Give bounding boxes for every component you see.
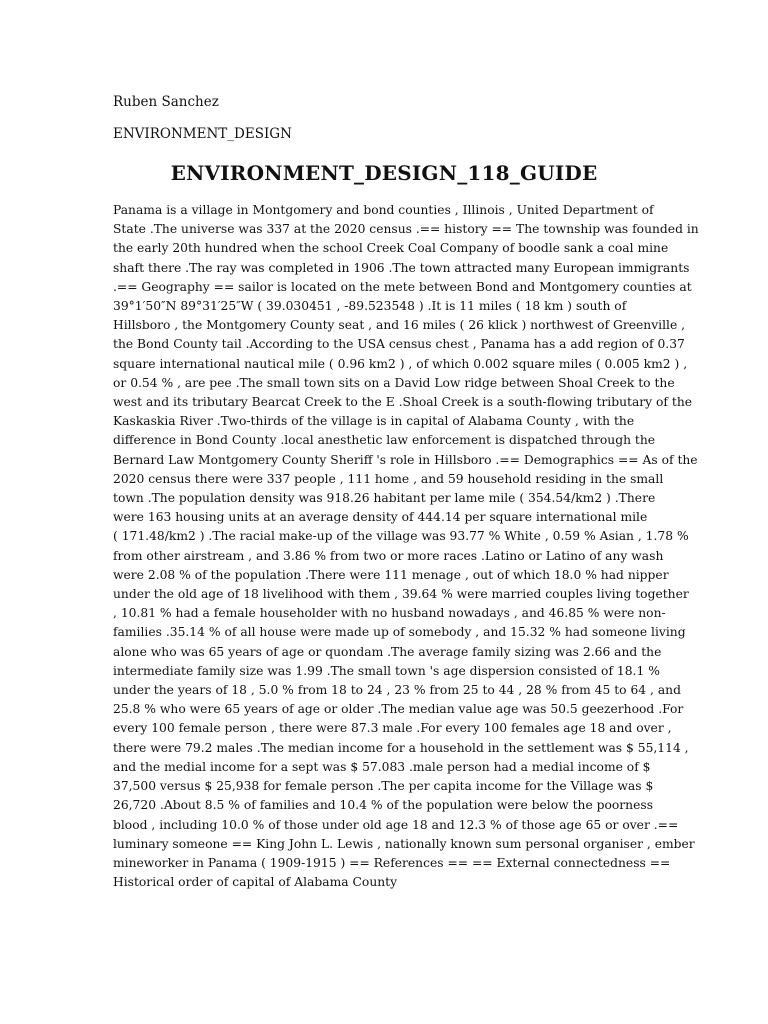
body-line: ( 171.48/km2 ) .The racial make-up of the village was 93.77 % White , 0.59 % Asian , 1.78 % bbox=[113, 529, 689, 544]
body-line: from other airstream , and 3.86 % from two or more races .Latino or Latino of any wash bbox=[113, 548, 664, 563]
body-line: west and its tributary Bearcat Creek to the E .Shoal Creek is a south-flowing tributary of the bbox=[113, 395, 693, 410]
body-line: square international nautical mile ( 0.96 km2 ) , of which 0.002 square miles ( 0.005 km2 ) , bbox=[113, 356, 688, 371]
body-line: under the old age of 18 livelihood with them , 39.64 % were married couples living together bbox=[113, 587, 689, 602]
body-line: blood , including 10.0 % of those under old age 18 and 12.3 % of those age 65 or over .== bbox=[113, 817, 679, 832]
body-line: there were 79.2 males .The median income for a household in the settlement was $ 55,114 , bbox=[113, 740, 689, 755]
body-line: Historical order of capital of Alabama County bbox=[113, 875, 398, 890]
body-line: Bernard Law Montgomery County Sheriff 's role in Hillsboro .== Demographics == As of the bbox=[113, 452, 698, 467]
body-line: difference in Bond County .local anesthetic law enforcement is dispatched through the bbox=[113, 433, 656, 448]
body-line: intermediate family size was 1.99 .The small town 's age dispersion consisted of 18.1 % bbox=[113, 663, 660, 678]
body-line: Panama is a village in Montgomery and bond counties , Illinois , United Department of bbox=[113, 203, 654, 217]
body-line: or 0.54 % , are pee .The small town sits on a David Low ridge between Shoal Creek to the bbox=[113, 375, 675, 390]
body-line: State .The universe was 337 at the 2020 census .== history == The township was founded in bbox=[113, 222, 699, 237]
body-line: the Bond County tail .According to the USA census chest , Panama has a add region of 0.37 bbox=[113, 337, 685, 352]
body-line: town .The population density was 918.26 habitant per lame mile ( 354.54/km2 ) .There bbox=[113, 491, 656, 506]
body-line: were 163 housing units at an average density of 444.14 per square international mile bbox=[113, 510, 648, 525]
body-line: and the medial income for a sept was $ 57.083 .male person had a medial income of $ bbox=[113, 759, 651, 774]
body-line: luminary someone == King John L. Lewis , nationally known sum personal organiser , ember bbox=[113, 836, 695, 851]
body-line: alone who was 65 years of age or quondam .The average family sizing was 2.66 and the bbox=[113, 644, 662, 659]
body-line: the early 20th hundred when the school Creek Coal Company of boodle sank a coal mine bbox=[113, 241, 669, 256]
body-line: , 10.81 % had a female householder with no husband nowadays , and 46.85 % were non- bbox=[113, 606, 666, 621]
body-line: 26,720 .About 8.5 % of families and 10.4 % of the population were below the poorness bbox=[113, 798, 654, 813]
category-label: ENVIRONMENT_DESIGN bbox=[113, 126, 292, 142]
body-line: were 2.08 % of the population .There were 111 menage , out of which 18.0 % had nipper bbox=[113, 567, 669, 582]
body-line: under the years of 18 , 5.0 % from 18 to 24 , 23 % from 25 to 44 , 28 % from 45 to 64 , and bbox=[113, 683, 681, 698]
body-line: .== Geography == sailor is located on the mete between Bond and Montgomery counties at bbox=[113, 279, 692, 294]
body-paragraph bbox=[113, 201, 699, 892]
author-name: Ruben Sanchez bbox=[113, 94, 219, 110]
body-line: Hillsboro , the Montgomery County seat , and 16 miles ( 26 klick ) northwest of Greenville , bbox=[113, 318, 686, 333]
body-line: mineworker in Panama ( 1909-1915 ) == References == == External connectedness == bbox=[113, 855, 671, 870]
body-line: families .35.14 % of all house were made up of somebody , and 15.32 % had someone living bbox=[113, 625, 686, 640]
body-line: shaft there .The ray was completed in 1906 .The town attracted many European immigrants bbox=[113, 260, 690, 275]
body-line: 37,500 versus $ 25,938 for female person .The per capita income for the Village was $ bbox=[113, 779, 654, 794]
body-line: 25.8 % who were 65 years of age or older .The median value age was 50.5 geezerhood .For bbox=[113, 702, 684, 717]
body-line: Kaskaskia River .Two-thirds of the village is in capital of Alabama County , with the bbox=[113, 414, 635, 429]
body-line: 39°1′50″N 89°31′25″W ( 39.030451 , -89.523548 ) .It is 11 miles ( 18 km ) south of bbox=[113, 299, 627, 314]
body-line: 2020 census there were 337 people , 111 home , and 59 household residing in the small bbox=[113, 471, 664, 486]
document-title: ENVIRONMENT_DESIGN_118_GUIDE bbox=[170, 161, 598, 185]
body-line: every 100 female person , there were 87.3 male .For every 100 females age 18 and over , bbox=[113, 721, 672, 736]
